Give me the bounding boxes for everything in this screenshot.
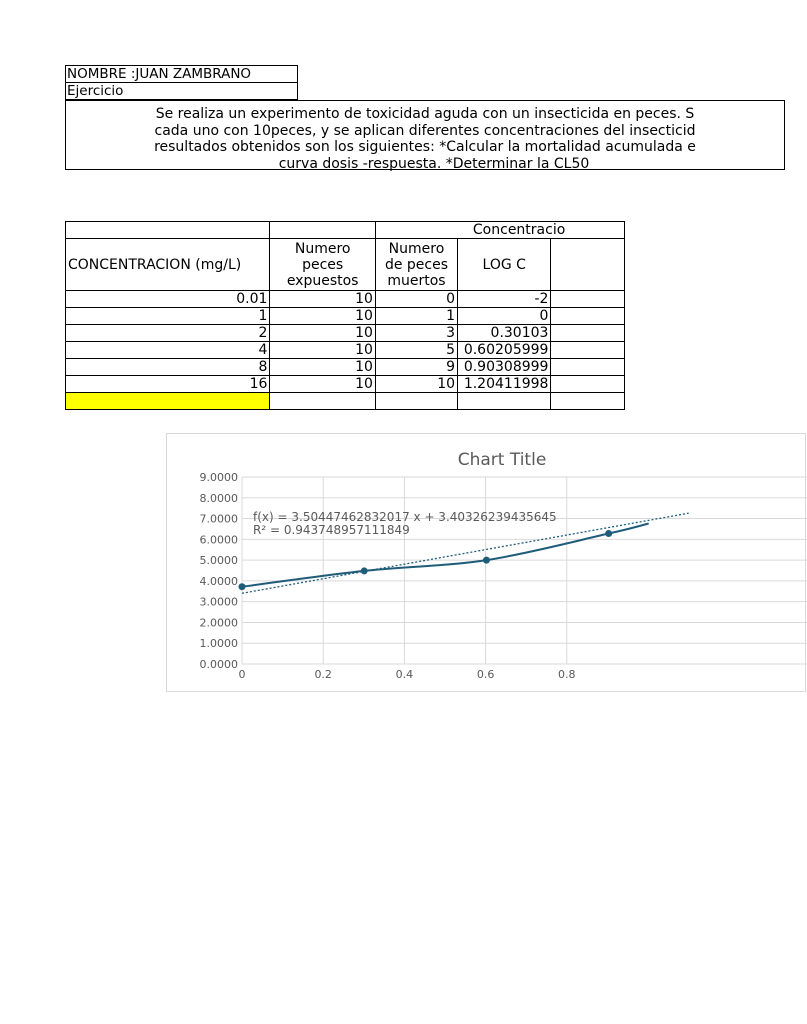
table-cell[interactable]: 0: [375, 291, 457, 308]
table-row: [66, 325, 625, 342]
table-cell[interactable]: 1.20411998: [458, 376, 551, 393]
table-cell[interactable]: [551, 239, 625, 291]
table-row: [66, 308, 625, 325]
x-tick-label: 0.8: [558, 668, 576, 681]
table-cell[interactable]: [270, 222, 376, 239]
y-tick-label: 4.0000: [199, 574, 238, 588]
table-cell[interactable]: 2: [66, 325, 270, 342]
y-tick-label: 8.0000: [199, 491, 238, 505]
x-tick-label: 0.2: [314, 668, 332, 681]
table-cell[interactable]: 9: [375, 359, 457, 376]
column-header-fish-dead[interactable]: Numero de peces muertos: [375, 239, 457, 291]
table-cell[interactable]: [551, 393, 625, 410]
x-tick-label: 0: [238, 668, 246, 681]
table-cell[interactable]: [270, 393, 376, 410]
table-cell[interactable]: 0.30103: [458, 325, 551, 342]
table-cell[interactable]: [551, 291, 625, 308]
table-row: [66, 393, 625, 410]
description-line: Se realiza un experimento de toxicidad aguda con un insecticida en peces. S: [155, 106, 695, 122]
description-line: cada uno con 10peces, y se aplican diferentes concentraciones del insecticid: [154, 122, 696, 139]
table-cell[interactable]: 10: [270, 325, 376, 342]
x-tick-label: 0.4: [395, 668, 414, 681]
table-cell[interactable]: 1: [375, 308, 457, 325]
table-row: [66, 342, 625, 359]
y-tick-label: 1.0000: [199, 637, 238, 651]
table-cell[interactable]: 16: [66, 376, 270, 393]
table-cell[interactable]: 5: [375, 342, 457, 359]
y-tick-label: 3.0000: [199, 595, 238, 609]
chart-title: Chart Title: [457, 450, 547, 470]
table-cell[interactable]: 0.90308999: [458, 359, 551, 376]
column-header-fish-exposed[interactable]: Numero peces expuestos: [270, 239, 376, 291]
name-cell[interactable]: NOMBRE :JUAN ZAMBRANO: [65, 65, 298, 83]
data-point: [361, 567, 368, 574]
table-cell[interactable]: [551, 376, 625, 393]
data-point: [483, 557, 490, 564]
table-cell[interactable]: 1: [66, 308, 270, 325]
table-cell[interactable]: 10: [375, 376, 457, 393]
table-cell[interactable]: 10: [270, 308, 376, 325]
table-row: [66, 359, 625, 376]
highlighted-empty-cell[interactable]: [66, 393, 270, 410]
table-cell[interactable]: [551, 325, 625, 342]
description-line: curva dosis -respuesta. *Determinar la CL50: [278, 155, 590, 172]
exercise-cell[interactable]: Ejercicio: [65, 82, 298, 100]
table-row: [66, 291, 625, 308]
table-row: [66, 376, 625, 393]
y-tick-label: 9.0000: [199, 471, 238, 484]
table-cell[interactable]: [551, 342, 625, 359]
dose-response-chart: [167, 434, 807, 693]
table-cell[interactable]: [551, 359, 625, 376]
trendline-equation: f(x) = 3.50447462832017 x + 3.40326239435645: [253, 510, 557, 524]
table-cell[interactable]: 4: [66, 342, 270, 359]
table-cell[interactable]: [375, 393, 457, 410]
table-cell[interactable]: 10: [270, 376, 376, 393]
table-cell[interactable]: [458, 393, 551, 410]
y-tick-label: 5.0000: [199, 554, 238, 568]
y-tick-label: 7.0000: [199, 512, 238, 526]
table-cell[interactable]: 10: [270, 342, 376, 359]
table-cell[interactable]: [551, 308, 625, 325]
table-cell[interactable]: [66, 222, 270, 239]
column-header-concentration[interactable]: CONCENTRACION (mg/L): [66, 239, 270, 291]
data-point: [605, 530, 612, 537]
table-cell[interactable]: 0.60205999: [458, 342, 551, 359]
table-cell[interactable]: 10: [270, 291, 376, 308]
table-cell[interactable]: 0: [458, 308, 551, 325]
table-cell[interactable]: 10: [270, 359, 376, 376]
x-tick-label: 0.6: [476, 668, 495, 681]
table-cell[interactable]: 3: [375, 325, 457, 342]
y-tick-label: 0.0000: [199, 658, 238, 671]
data-table: [65, 221, 625, 410]
table-group-header-row: [66, 222, 625, 239]
chart-frame[interactable]: [166, 433, 806, 692]
description-line: resultados obtenidos son los siguientes: *Calcular la mortalidad acumulada e: [154, 139, 696, 155]
table-header-row: [66, 239, 625, 291]
y-tick-label: 2.0000: [199, 616, 238, 630]
table-cell[interactable]: 8: [66, 359, 270, 376]
data-point: [239, 583, 246, 590]
group-header-cell[interactable]: Concentracio: [375, 222, 624, 239]
column-header-log-c[interactable]: LOG C: [458, 239, 551, 291]
table-cell[interactable]: 0.01: [66, 291, 270, 308]
exercise-description[interactable]: [65, 100, 785, 170]
y-tick-label: 6.0000: [199, 533, 238, 547]
trendline-r2: R² = 0.943748957111849: [253, 523, 410, 537]
table-cell[interactable]: -2: [458, 291, 551, 308]
